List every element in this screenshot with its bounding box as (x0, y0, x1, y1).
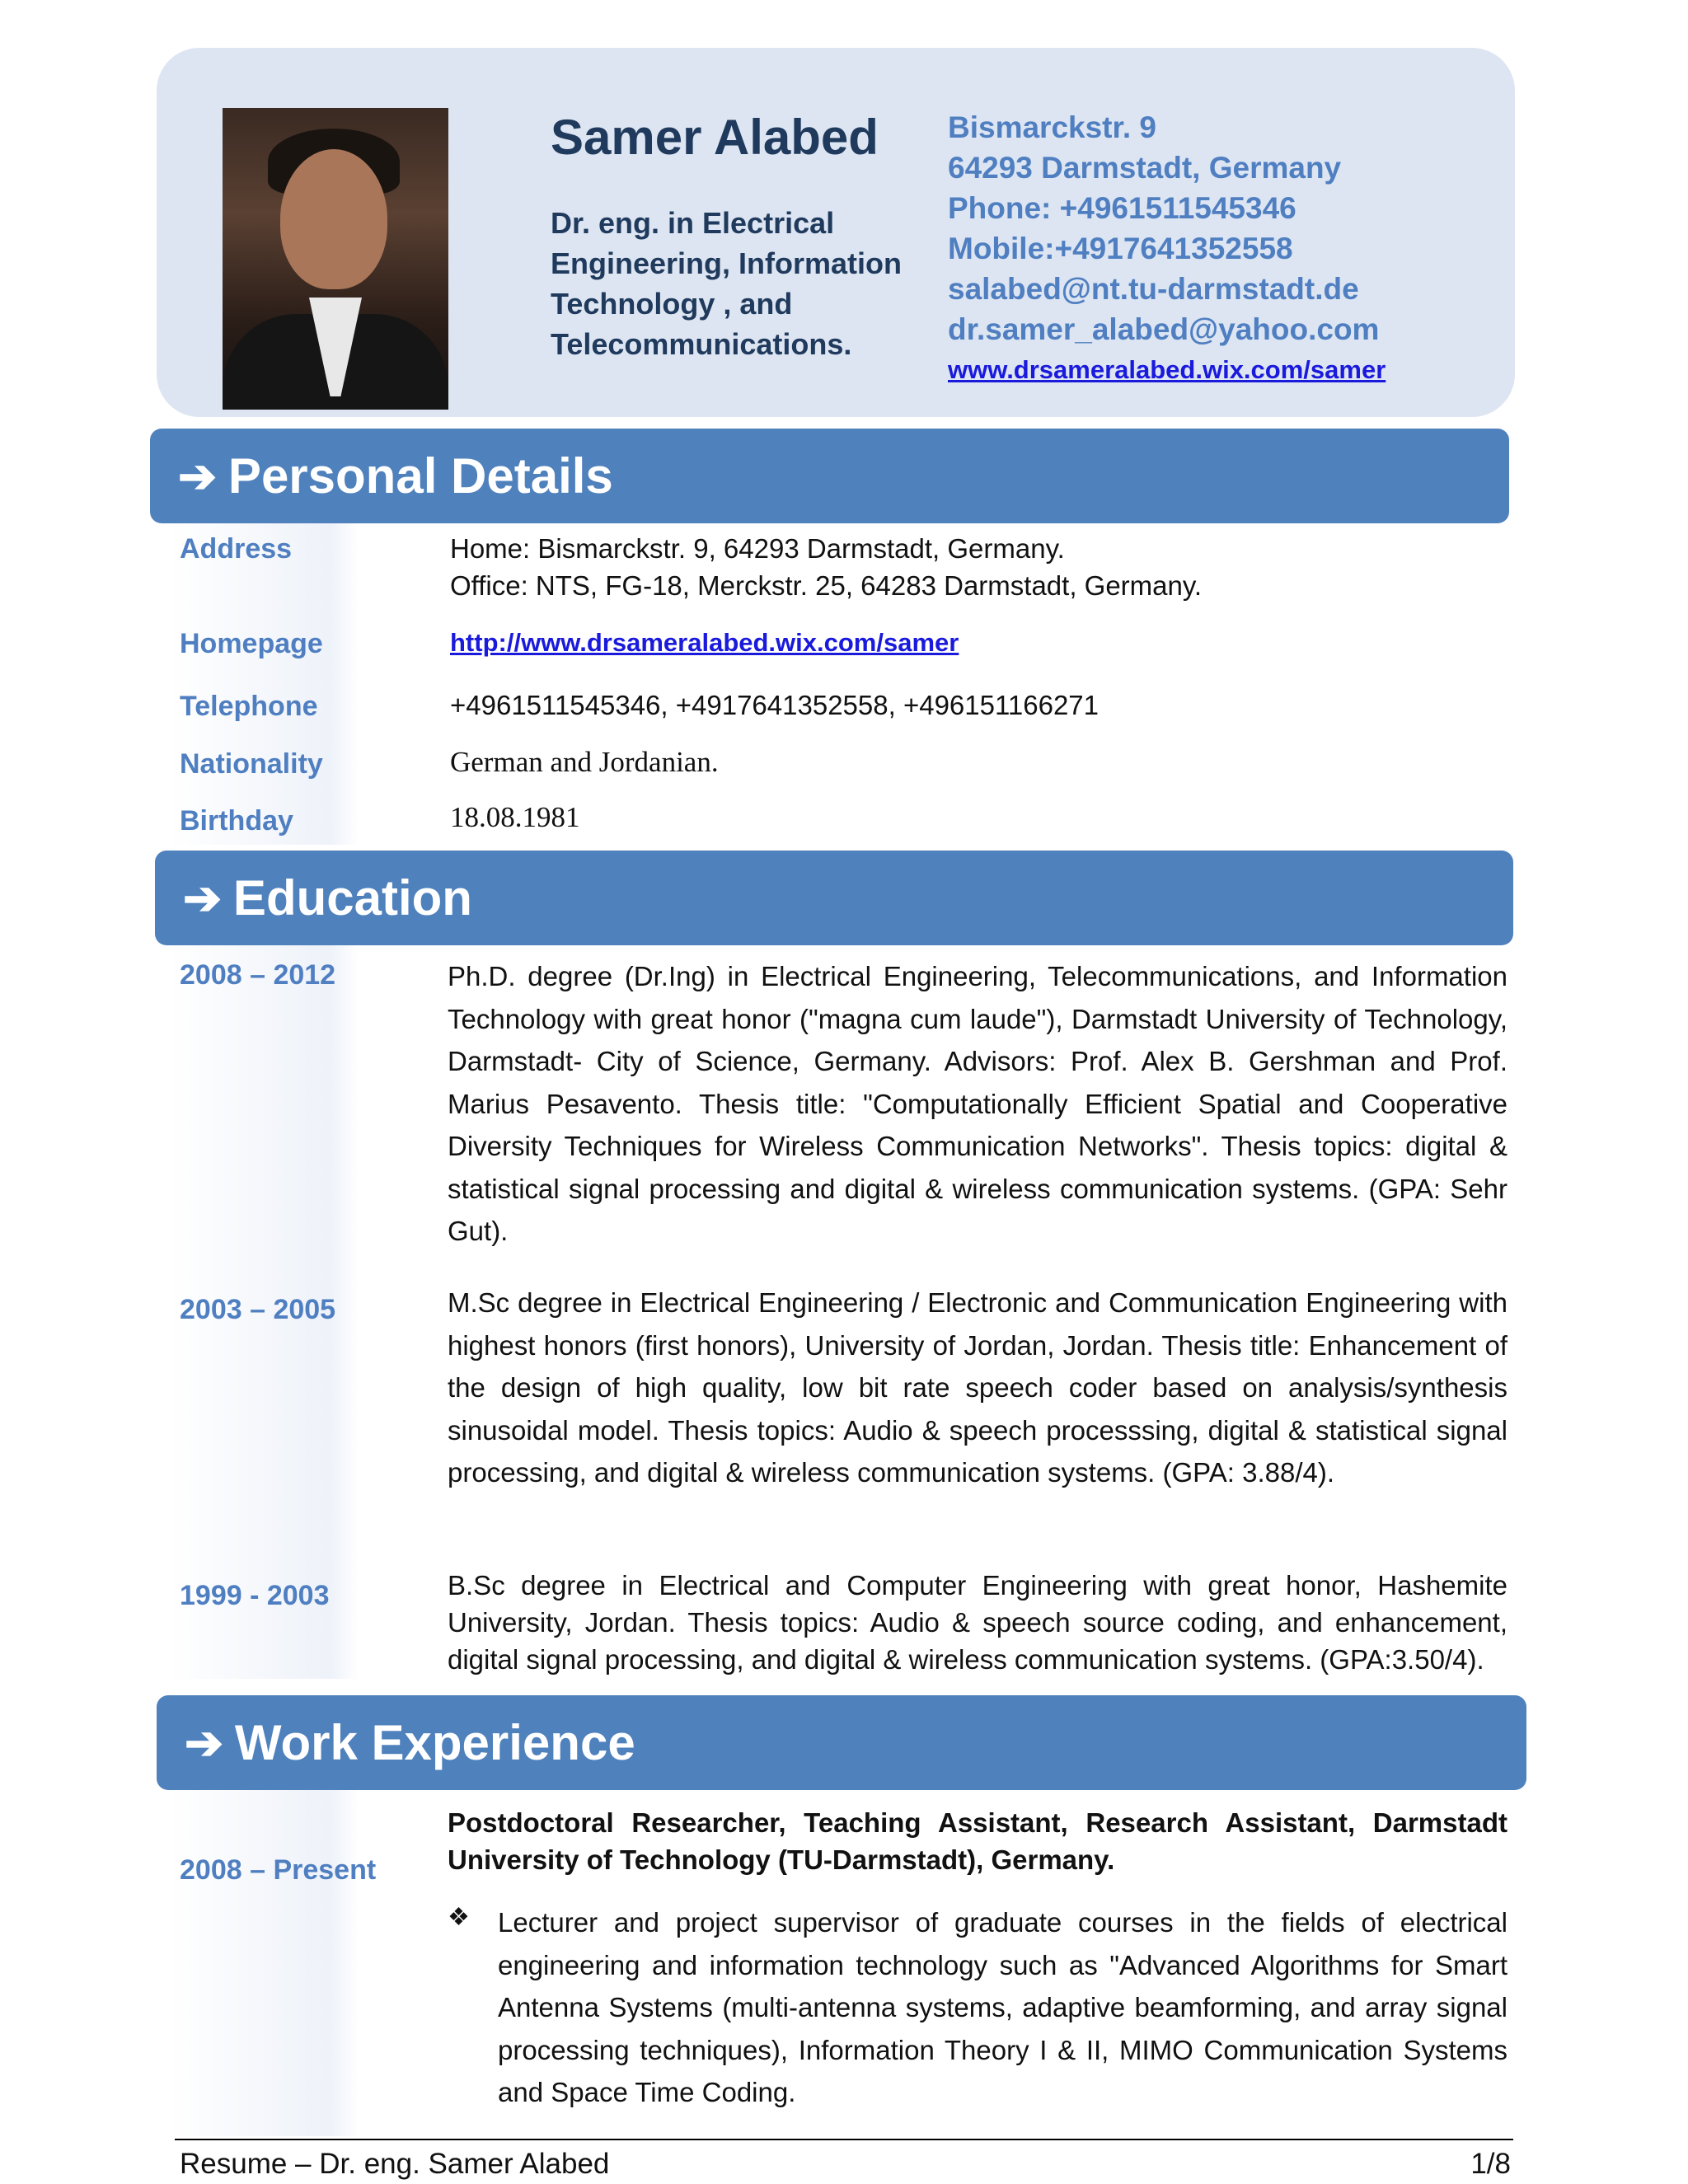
candidate-name: Samer Alabed (551, 110, 879, 165)
contact-email-personal[interactable]: dr.samer_alabed@yahoo.com (948, 312, 1380, 346)
homepage-link[interactable]: http://www.drsameralabed.wix.com/samer (450, 628, 959, 657)
work-title: Postdoctoral Researcher, Teaching Assistant, Research Assistant, Darmstadt University of Technology (TU-Darmstadt), Germany. (448, 1807, 1507, 1875)
right-arrow-icon: ➔ (178, 449, 217, 502)
section-title: Work Experience (234, 1715, 635, 1770)
degree-title: Dr. eng. in Electrical Engineering, Information Technology , and Telecommunications. (551, 206, 903, 361)
label-column-bg (169, 1790, 359, 2136)
section-header-education (155, 851, 1513, 945)
right-arrow-icon: ➔ (185, 1716, 223, 1769)
education-entry: M.Sc degree in Electrical Engineering / Electronic and Communication Engineering with highest honors (first honors), University of Jordan, Jordan. Thesis title: Enhancement of the design of high quality, low bit rate speech coder based on analysis/synthesis sinusoidal model. Thesis topics: Audio & speech processsing, digital & statistical signal processing, and digital & wireless communication systems. (GPA: 3.88/4). (448, 1287, 1507, 1488)
contact-email-work[interactable]: salabed@nt.tu-darmstadt.de (948, 272, 1359, 306)
footer-divider (175, 2139, 1513, 2140)
birthday-label: Birthday (180, 805, 293, 837)
nationality-label: Nationality (180, 748, 323, 780)
telephone-value: +4961511545346, +4917641352558, +496151166271 (450, 690, 1100, 720)
contact-phone: Phone: +4961511545346 (948, 191, 1296, 225)
telephone-label: Telephone (180, 691, 318, 722)
education-entry: B.Sc degree in Electrical and Computer Engineering with great honor, Hashemite University, Jordan. Thesis topics: Audio & speech source coding, and enhancement, digital signal processing, and digital & wireless communication systems. (GPA:3.50/4). (448, 1570, 1507, 1675)
right-arrow-icon: ➔ (183, 871, 222, 924)
section-title: Personal Details (227, 448, 613, 504)
work-bullet-text: Lecturer and project supervisor of graduate courses in the fields of electrical engineering and information technology such as "Advanced Algorithms for Smart Antenna Systems (multi-antenna systems, adaptive beamforming, and array signal processing techniques), Information Theory I & II, MIMO Communication Systems and Space Time Coding. (498, 1907, 1507, 2107)
contact-block (948, 107, 1508, 390)
section-title: Education (232, 870, 472, 926)
section-header-personal (150, 429, 1509, 523)
education-years: 1999 - 2003 (180, 1580, 330, 1611)
work-years: 2008 – Present (180, 1854, 377, 1886)
address-label: Address (180, 533, 293, 565)
education-years: 2003 – 2005 (180, 1294, 336, 1325)
address-home: Home: Bismarckstr. 9, 64293 Darmstadt, Germany. (450, 533, 1065, 564)
education-years: 2008 – 2012 (180, 959, 336, 991)
nationality-value: German and Jordanian. (450, 746, 719, 778)
page-number: 1/8 (1470, 2148, 1511, 2180)
profile-photo (223, 108, 448, 410)
contact-website-link[interactable]: www.drsameralabed.wix.com/samer (948, 355, 1386, 384)
footer-title: Resume – Dr. eng. Samer Alabed (180, 2148, 610, 2180)
diamond-bullet-icon: ❖ (448, 1904, 470, 1931)
birthday-value: 18.08.1981 (450, 801, 580, 833)
label-column-bg (169, 523, 359, 845)
section-header-work (157, 1695, 1526, 1790)
contact-mobile: Mobile:+4917641352558 (948, 232, 1293, 265)
homepage-label: Homepage (180, 628, 323, 659)
contact-city: 64293 Darmstadt, Germany (948, 151, 1342, 185)
address-office: Office: NTS, FG-18, Merckstr. 25, 64283 Darmstadt, Germany. (450, 570, 1203, 601)
education-entry: Ph.D. degree (Dr.Ing) in Electrical Engineering, Telecommunications, and Information Technology with great honor ("magna cum laude"), Darmstadt University of Technology, Darmstadt- City of Science, Germany. Advisors: Prof. Alex B. Gershman and Prof. Marius Pesavento. Thesis title: "Computationally Efficient Spatial and Cooperative Diversity Techniques for Wireless Communication Networks". Thesis topics: digital & statistical signal processing and digital & wireless communication systems. (GPA: Sehr Gut). (448, 961, 1507, 1246)
contact-street: Bismarckstr. 9 (948, 110, 1157, 144)
